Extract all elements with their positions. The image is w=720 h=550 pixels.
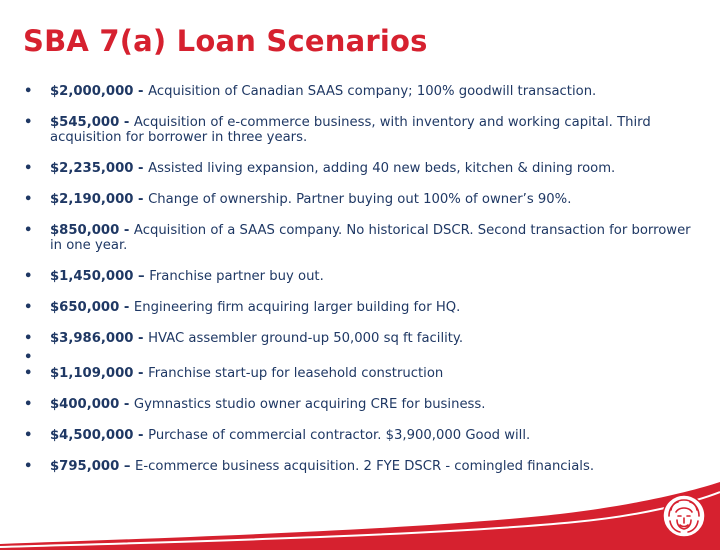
- loan-amount: $2,000,000: [50, 84, 134, 99]
- loan-description: Assisted living expansion, adding 40 new beds, kitchen & dining room.: [148, 161, 616, 176]
- bullet-icon: •: [24, 161, 33, 176]
- list-item: [24, 223, 692, 253]
- bullet-icon: •: [24, 192, 33, 207]
- separator: -: [133, 192, 149, 207]
- list-item: [24, 300, 692, 315]
- footer-wave: [0, 478, 720, 550]
- separator: -: [119, 115, 134, 130]
- loan-description: Engineering firm acquiring larger building for HQ.: [133, 300, 461, 315]
- loan-amount: $2,235,000: [50, 161, 134, 176]
- empty-list-item: [24, 350, 692, 365]
- separator: -: [133, 366, 149, 381]
- loan-description: Gymnastics studio owner acquiring CRE for business.: [133, 397, 486, 412]
- separator: -: [119, 300, 134, 315]
- separator: -: [133, 84, 149, 99]
- list-item: [24, 366, 692, 381]
- list-item: [24, 397, 692, 412]
- separator: -: [133, 428, 149, 443]
- separator: -: [133, 161, 149, 176]
- separator: –: [133, 269, 150, 284]
- page-title: SBA 7(a) Loan Scenarios: [23, 24, 428, 58]
- loan-description: Franchise partner buy out.: [149, 269, 324, 284]
- bullet-icon: •: [24, 459, 33, 474]
- list-item: [24, 192, 692, 207]
- loan-amount: $795,000: [50, 459, 120, 474]
- loan-description: HVAC assembler ground-up 50,000 sq ft facility.: [148, 331, 464, 346]
- loan-description: Franchise start-up for leasehold construction: [148, 366, 444, 381]
- loan-description: Acquisition of Canadian SAAS company; 100% goodwill transaction.: [148, 84, 597, 99]
- loan-amount: $4,500,000: [50, 428, 134, 443]
- bullet-icon: •: [24, 397, 33, 412]
- loan-amount: $2,190,000: [50, 192, 134, 207]
- bullet-icon: •: [24, 428, 33, 443]
- bullet-icon: •: [24, 300, 33, 315]
- loan-description: Acquisition of e-commerce business, with inventory and working capital. Third acquisition for borrower in three years.: [50, 115, 651, 145]
- loan-amount: $545,000: [50, 115, 120, 130]
- list-item: [24, 115, 692, 145]
- loan-description: Acquisition of a SAAS company. No historical DSCR. Second transaction for borrower in one year.: [50, 223, 691, 253]
- separator: –: [119, 459, 136, 474]
- list-item: [24, 84, 692, 99]
- list-item: [24, 269, 692, 284]
- loan-amount: $3,986,000: [50, 331, 134, 346]
- separator: -: [133, 331, 149, 346]
- list-item: [24, 428, 692, 443]
- loan-amount: $850,000: [50, 223, 120, 238]
- loan-amount: $1,450,000: [50, 269, 134, 284]
- bullet-icon: •: [24, 269, 33, 284]
- list-item: [24, 331, 692, 346]
- bullet-icon: •: [24, 223, 33, 238]
- list-item: [24, 161, 692, 176]
- bullet-icon: •: [24, 350, 33, 365]
- loan-description: Change of ownership. Partner buying out 100% of owner’s 90%.: [148, 192, 572, 207]
- separator: -: [119, 397, 134, 412]
- loan-amount: $650,000: [50, 300, 120, 315]
- loan-description: Purchase of commercial contractor. $3,900,000 Good will.: [148, 428, 531, 443]
- loan-scenario-list: [24, 84, 692, 490]
- loan-amount: $1,109,000: [50, 366, 134, 381]
- bullet-icon: •: [24, 331, 33, 346]
- bullet-icon: •: [24, 84, 33, 99]
- footer-wave-shape: [0, 482, 720, 550]
- bullet-icon: •: [24, 115, 33, 130]
- list-item: [24, 459, 692, 474]
- loan-description: E-commerce business acquisition. 2 FYE DSCR - comingled financials.: [135, 459, 595, 474]
- separator: -: [119, 223, 134, 238]
- lion-head-icon: [662, 494, 706, 538]
- loan-amount: $400,000: [50, 397, 120, 412]
- bullet-icon: •: [24, 366, 33, 381]
